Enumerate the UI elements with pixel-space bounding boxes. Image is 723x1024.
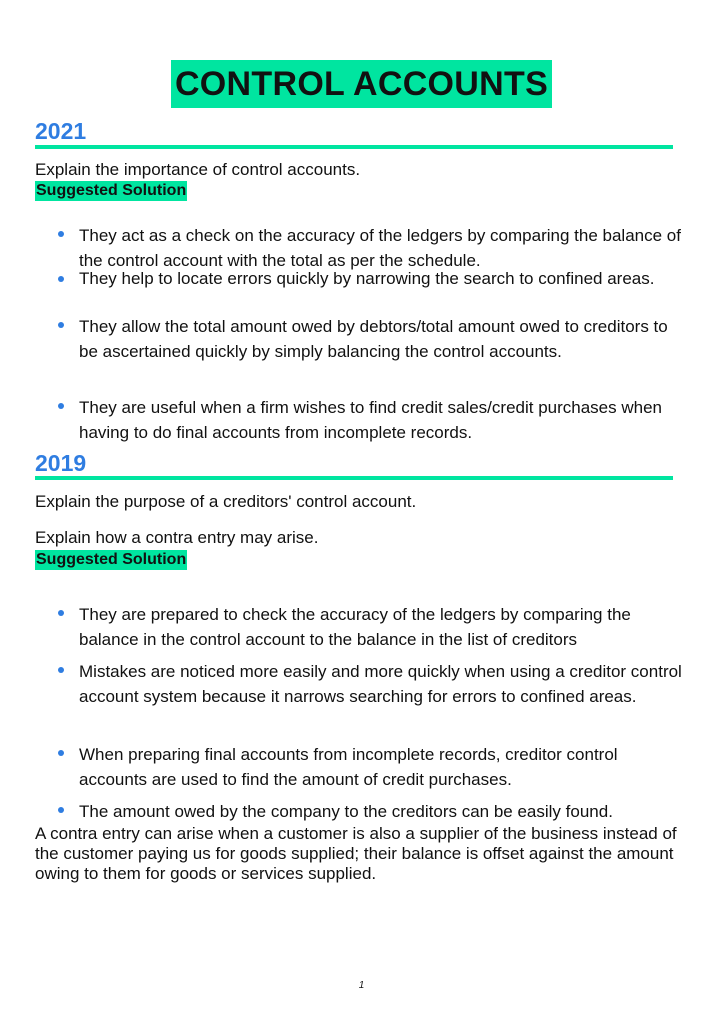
list-item-text: The amount owed by the company to the creditors can be easily found. [79,802,613,821]
list-item-text: Mistakes are noticed more easily and more quickly when using a creditor control account system because it narrows searching for errors to confined areas. [79,662,682,706]
year-heading-2021: 2021 [35,118,87,144]
bullet-dot-icon [58,322,64,328]
page-number: 1 [358,980,365,991]
bullet-dot-icon [58,750,64,756]
question-2021: Explain the importance of control accounts. [35,160,361,179]
bullet-dot-icon [58,610,64,616]
bullet-dot-icon [58,807,64,813]
bullet-dot-icon [58,231,64,237]
contra-entry-answer: A contra entry can arise when a customer is also a supplier of the business instead of the customer paying us for goods supplied; their balance is offset against the amount owing to them for goods or services supplied. [35,824,677,883]
bullet-dot-icon [58,276,64,282]
list-item-text: They help to locate errors quickly by narrowing the search to confined areas. [79,269,655,288]
bullet-dot-icon [58,403,64,409]
question-2019-purpose: Explain the purpose of a creditors' control account. [35,492,417,511]
list-item-text: They allow the total amount owed by debtors/total amount owed to creditors to be ascertained quickly by simply balancing the control accounts. [79,317,668,361]
list-item-text: They are useful when a firm wishes to find credit sales/credit purchases when having to do final accounts from incomplete records. [79,398,662,442]
question-2019-contra: Explain how a contra entry may arise. [35,528,319,547]
list-item-text: They are prepared to check the accuracy of the ledgers by comparing the balance in the control account to the balance in the list of creditors [79,605,631,649]
page-title: CONTROL ACCOUNTS [171,60,552,108]
list-item-text: When preparing final accounts from incomplete records, creditor control accounts are used to find the amount of credit purchases. [79,745,618,789]
section-divider-2019 [35,476,673,480]
section-divider-2021 [35,145,673,149]
suggested-solution-label-2021: Suggested Solution [36,182,187,199]
list-item-text: They act as a check on the accuracy of the ledgers by comparing the balance of the control account with the total as per the schedule. [79,226,681,270]
suggested-solution-label-2019: Suggested Solution [36,551,187,568]
title-wrapper [0,60,723,108]
year-heading-2019: 2019 [35,450,87,476]
bullet-dot-icon [58,667,64,673]
